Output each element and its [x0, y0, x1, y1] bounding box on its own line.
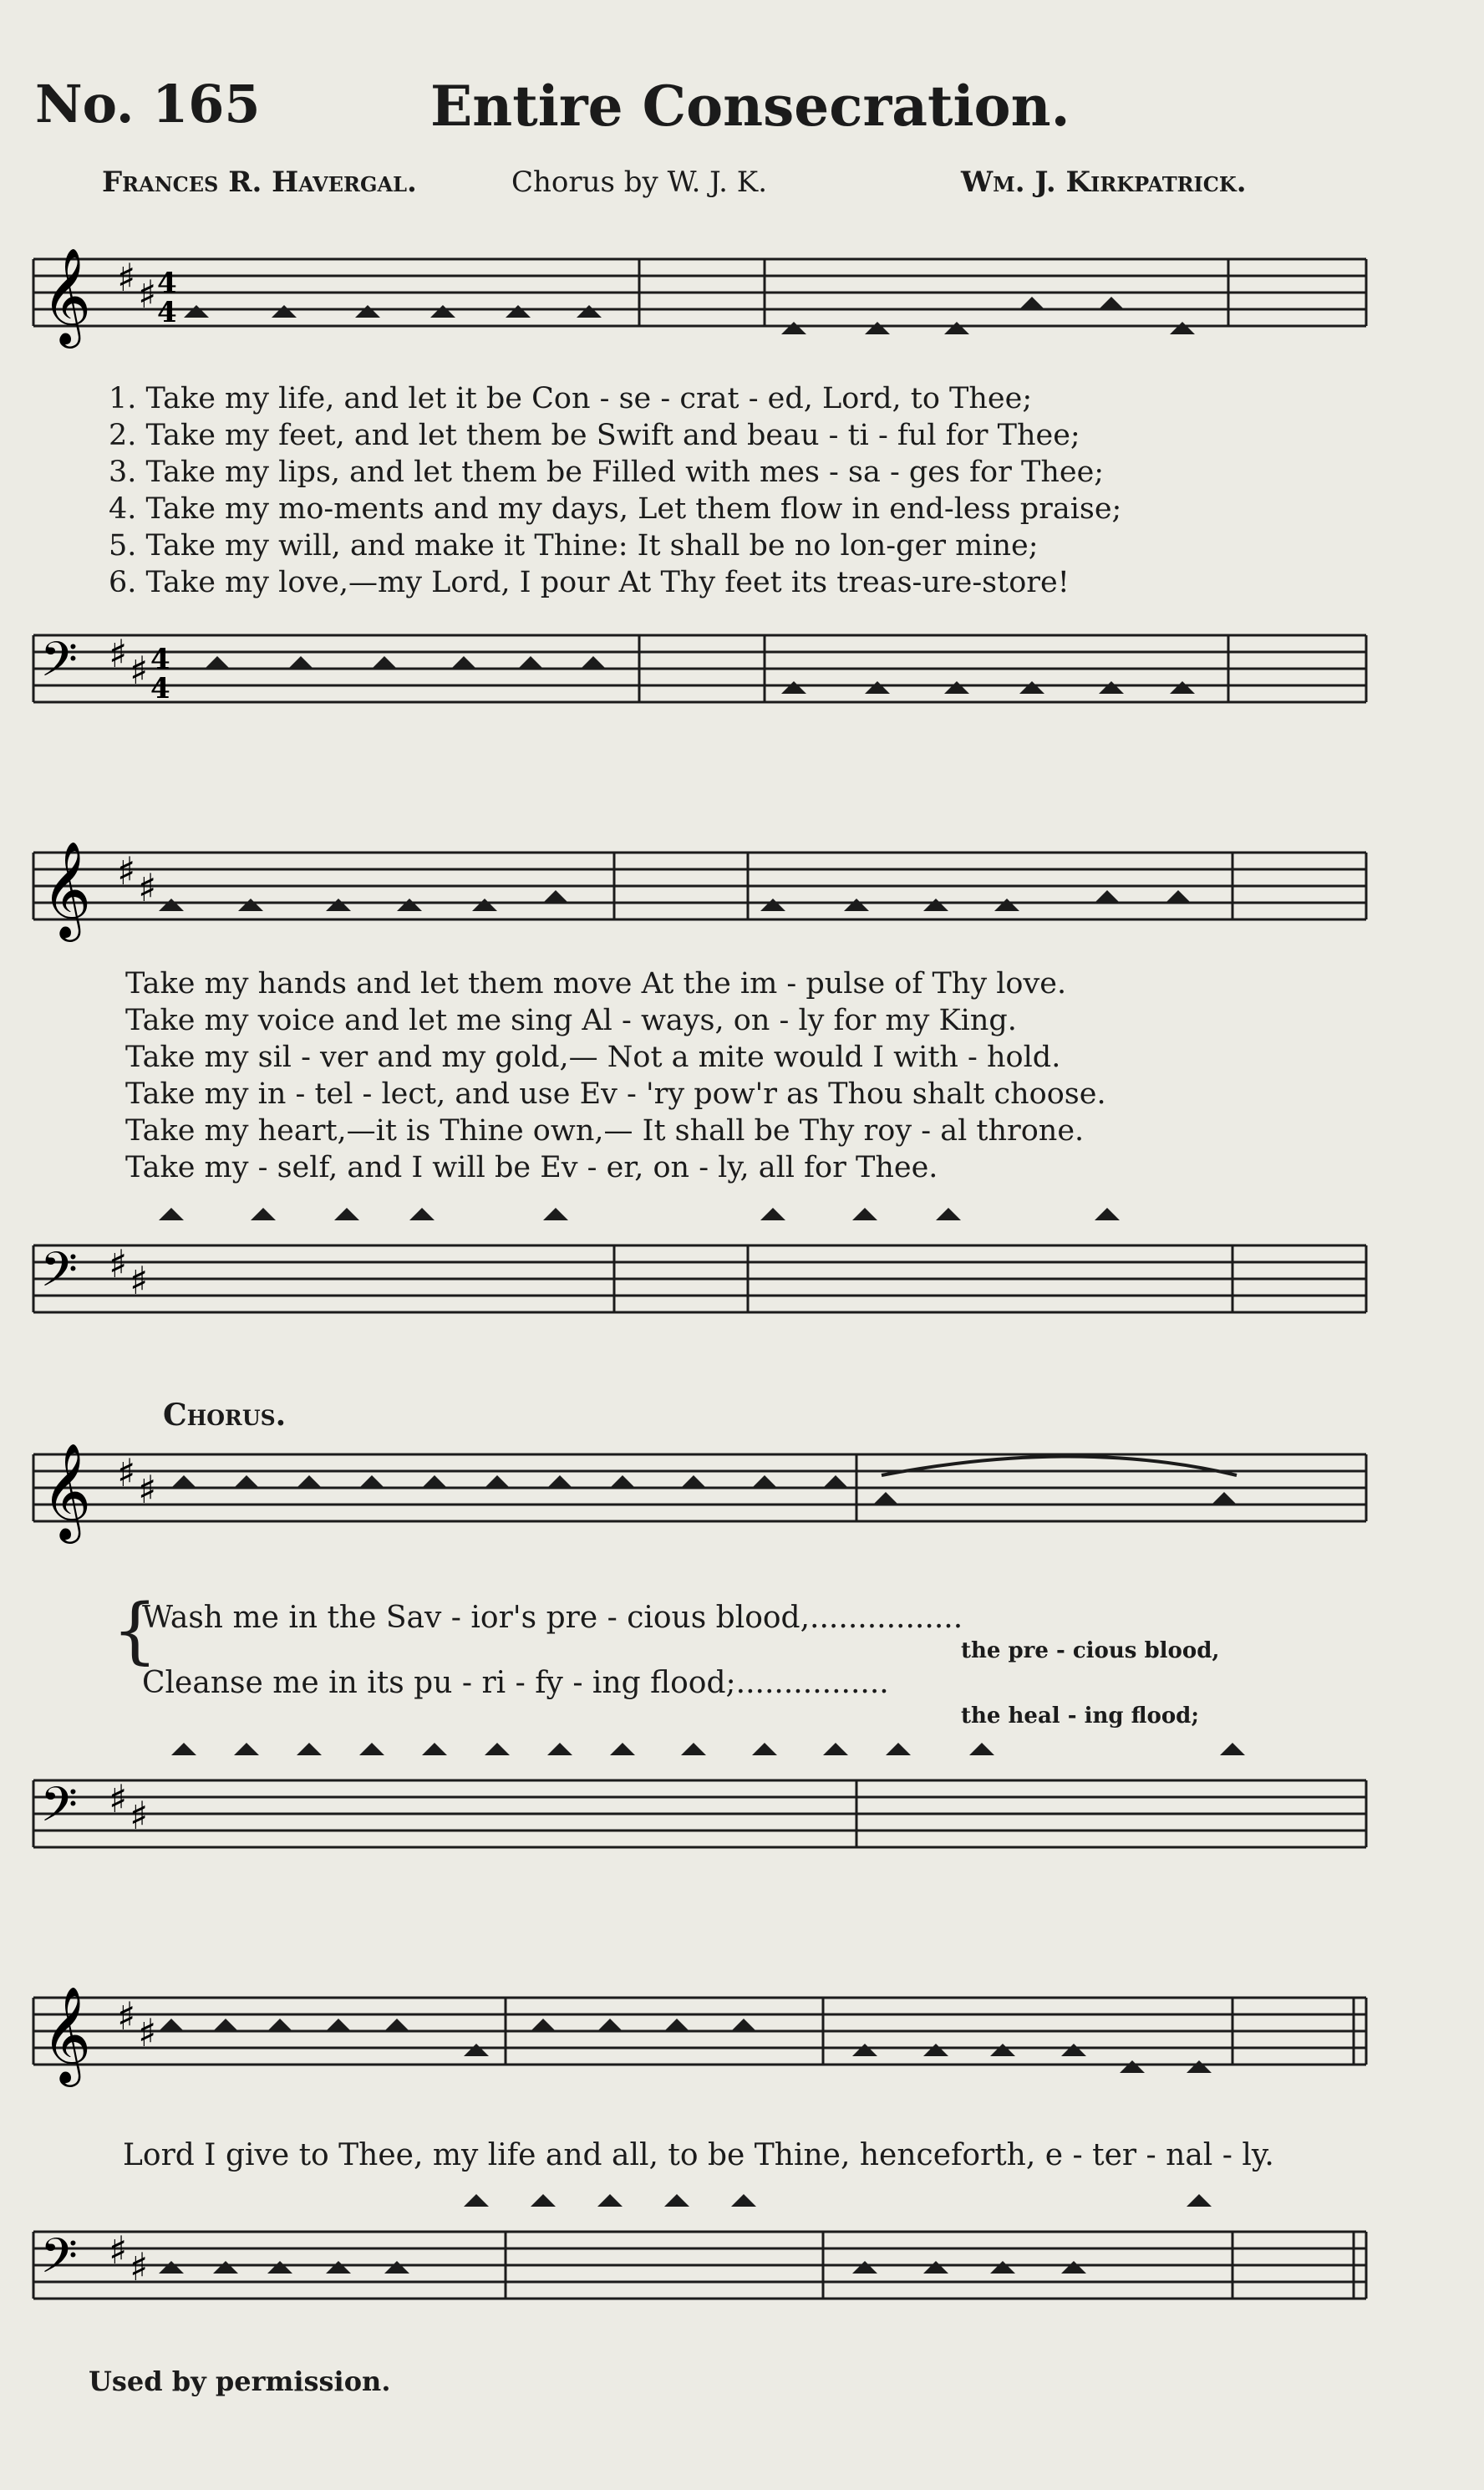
svg-text:♯: ♯ [130, 1793, 149, 1838]
staff-final-treble [25, 1981, 1370, 2123]
svg-text:♯: ♯ [109, 631, 128, 676]
svg-text:𝄢: 𝄢 [40, 1241, 79, 1310]
staff-chorus-treble [25, 1438, 1370, 1580]
verse-line: Take my sil - ver and my gold,— Not a mite would I with - hold. [125, 1041, 1061, 1074]
svg-text:𝄞: 𝄞 [42, 247, 92, 344]
verse-line: 3. Take my lips, and let them be Filled with mes - sa - ges for Thee; [109, 456, 1105, 489]
final-lyric-line: Lord I give to Thee, my life and all, to be Thine, henceforth, e - ter - nal - ly. [123, 2138, 1274, 2172]
verse-lines-a [109, 380, 1121, 601]
verse-line: 1. Take my life, and let it be Con - se - crat - ed, Lord, to Thee; [109, 382, 1033, 415]
svg-text:♯: ♯ [117, 1450, 136, 1495]
chorus-line-1: Wash me in the Sav - ior's pre - cious blood,................ [142, 1601, 963, 1635]
svg-text:𝄞: 𝄞 [42, 1442, 92, 1540]
verse-line: 2. Take my feet, and let them be Swift and beau - ti - ful for Thee; [109, 419, 1080, 452]
hymn-title: Entire Consecration. [430, 74, 1070, 139]
svg-text:4: 4 [150, 672, 170, 705]
svg-text:♯: ♯ [130, 2244, 149, 2289]
svg-text:♯: ♯ [109, 1776, 128, 1821]
verse-line: 5. Take my will, and make it Thine: It shall be no lon-ger mine; [109, 529, 1039, 563]
svg-text:♯: ♯ [138, 2010, 157, 2055]
verse-line: Take my heart,—it is Thine own,— It shall be Thy roy - al throne. [125, 1114, 1085, 1148]
svg-text:𝄢: 𝄢 [40, 1776, 79, 1845]
svg-text:♯: ♯ [109, 2228, 128, 2273]
chorus-echo-1: the pre - cious blood, [961, 1638, 1220, 1663]
staff-system-1-treble [25, 242, 1370, 393]
svg-text:4: 4 [157, 267, 177, 300]
hymn-number: No. 165 [35, 74, 261, 135]
svg-text:♯: ♯ [117, 255, 136, 300]
svg-text:♯: ♯ [109, 1241, 128, 1286]
svg-text:♯: ♯ [138, 865, 157, 910]
svg-text:♯: ♯ [117, 848, 136, 894]
verse-line: Take my hands and let them move At the im - pulse of Thy love. [125, 967, 1067, 1001]
chorus-echo-2: the heal - ing flood; [961, 1703, 1199, 1729]
verse-line: 6. Take my love,—my Lord, I pour At Thy feet its treas-ure-store! [109, 566, 1070, 599]
chorus-brace: { [112, 1589, 158, 1673]
svg-text:♯: ♯ [130, 648, 149, 693]
verse-line: Take my in - tel - lect, and use Ev - 'ry pow'r as Thou shalt choose. [125, 1077, 1106, 1111]
svg-text:♯: ♯ [117, 1994, 136, 2039]
verse-lines-b [125, 965, 1106, 1186]
svg-text:♯: ♯ [138, 1467, 157, 1512]
chorus-label: Chorus. [163, 1398, 287, 1433]
staff-system-1-bass [25, 619, 1370, 769]
svg-text:4: 4 [150, 643, 170, 676]
staff-chorus-bass [25, 1739, 1370, 1881]
composer-credit: Wm. J. Kirkpatrick. [961, 165, 1247, 199]
verse-line: Take my voice and let me sing Al - ways, on - ly for my King. [125, 1004, 1017, 1037]
staff-system-2-treble [25, 836, 1370, 953]
svg-text:𝄢: 𝄢 [40, 2228, 79, 2296]
chorus-line-2: Cleanse me in its pu - ri - fy - ing flood;................ [142, 1666, 889, 1700]
svg-text:𝄞: 𝄞 [42, 1985, 92, 2083]
verse-line: 4. Take my mo-ments and my days, Let them flow in end-less praise; [109, 492, 1122, 526]
svg-text:𝄢: 𝄢 [40, 631, 79, 700]
svg-text:♯: ♯ [130, 1258, 149, 1303]
staff-final-bass [25, 2190, 1370, 2357]
verse-line: Take my - self, and I will be Ev - er, on - ly, all for Thee. [125, 1151, 938, 1184]
chorus-credit: Chorus by W. J. K. [511, 165, 767, 199]
svg-text:♯: ♯ [138, 272, 157, 317]
staff-system-2-bass [25, 1204, 1370, 1354]
svg-text:𝄞: 𝄞 [42, 840, 92, 938]
permission-note: Used by permission. [89, 2365, 391, 2397]
svg-text:4: 4 [157, 296, 177, 329]
lyricist-credit: Frances R. Havergal. [102, 165, 417, 199]
